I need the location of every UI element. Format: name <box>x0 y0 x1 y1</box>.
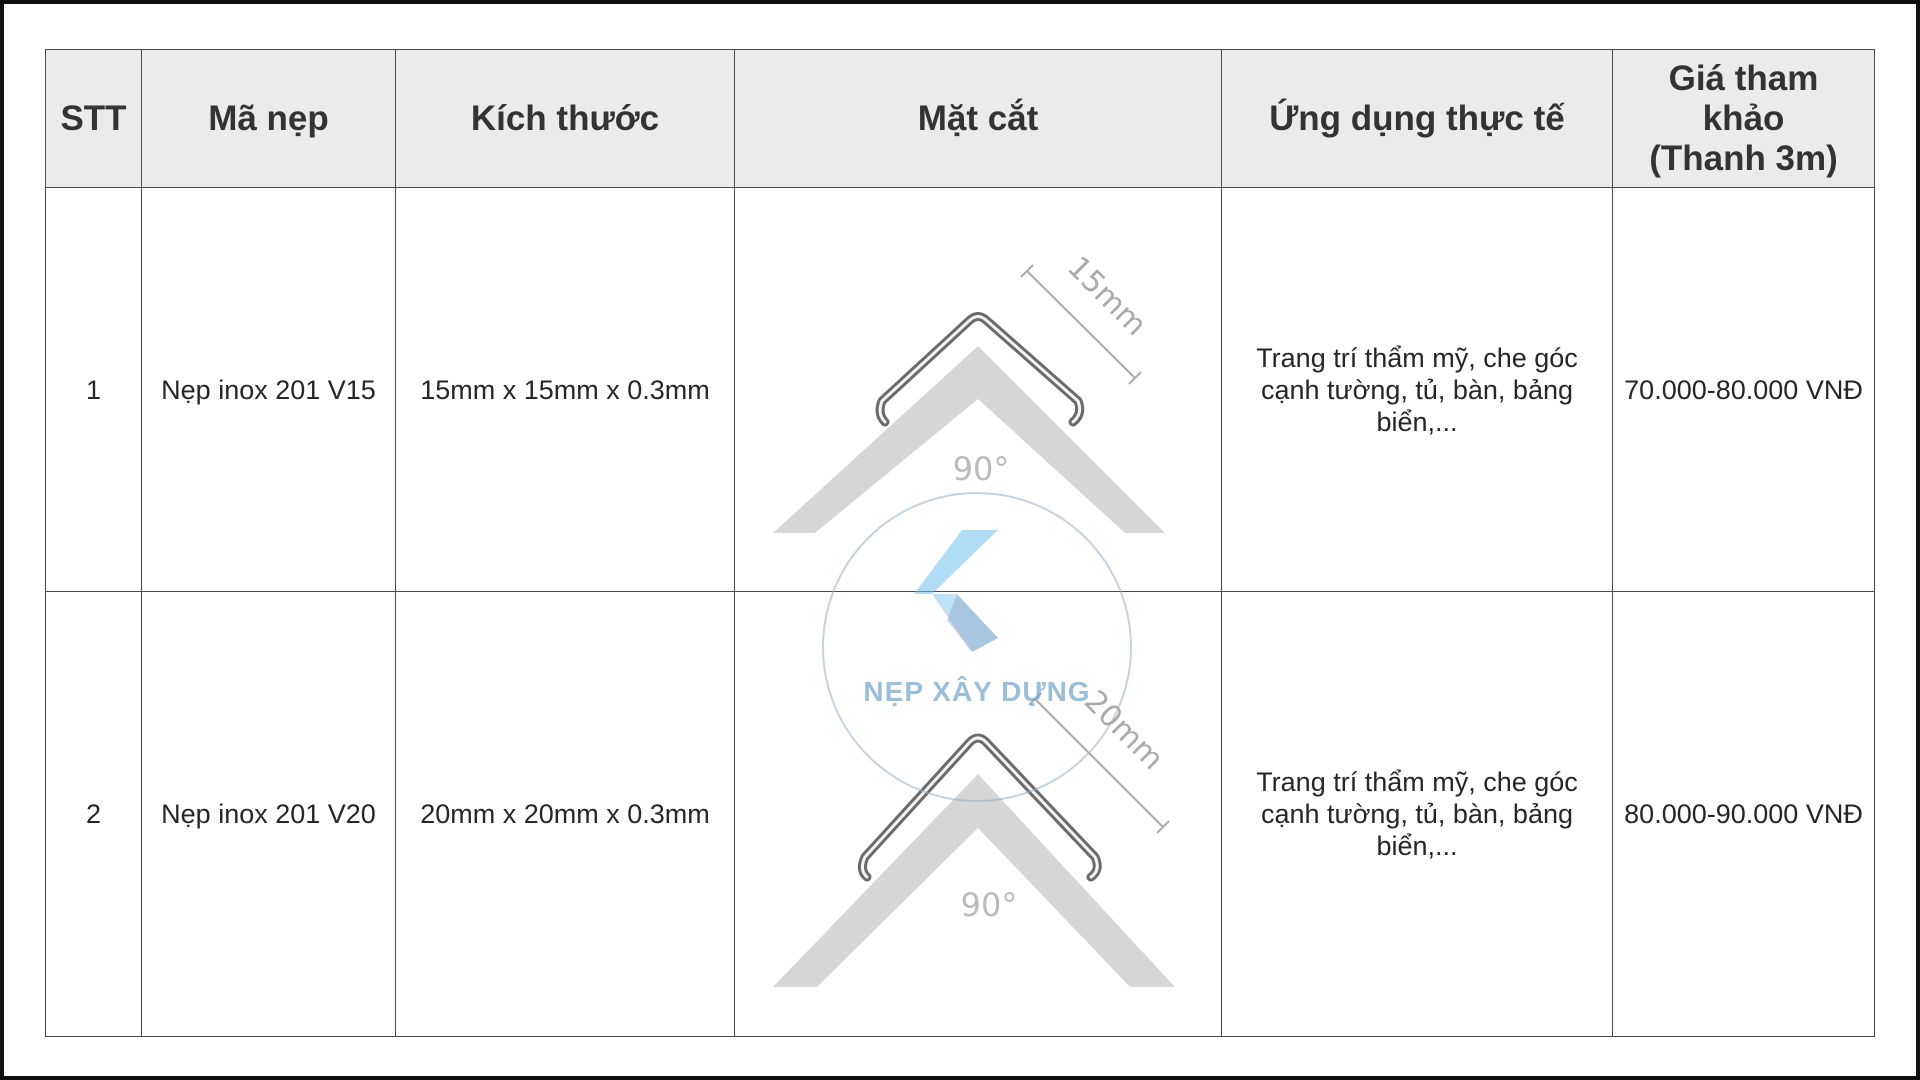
cell-stt: 2 <box>46 592 142 1037</box>
header-price-line1: Giá tham khảo <box>1668 58 1819 138</box>
header-stt: STT <box>46 50 142 188</box>
header-code: Mã nẹp <box>142 50 396 188</box>
cross-section-diagram <box>745 592 1232 1036</box>
cell-code: Nẹp inox 201 V20 <box>142 592 396 1037</box>
cell-size: 15mm x 15mm x 0.3mm <box>396 188 735 592</box>
table-row <box>46 592 1875 1037</box>
cell-usage: Trang trí thẩm mỹ, che góc cạnh tường, tủ, bàn, bảng biển,... <box>1222 188 1613 592</box>
table-row <box>46 188 1875 592</box>
dimension-label: 15mm <box>1060 249 1154 343</box>
cell-usage: Trang trí thẩm mỹ, che góc cạnh tường, tủ, bàn, bảng biển,... <box>1222 592 1613 1037</box>
angle-wedge <box>773 346 1165 533</box>
angle-wedge <box>773 774 1175 987</box>
header-price <box>1613 50 1875 188</box>
header-section: Mặt cắt <box>735 50 1222 188</box>
cell-section <box>735 592 1222 1037</box>
cell-size: 20mm x 20mm x 0.3mm <box>396 592 735 1037</box>
angle-label: 90° <box>960 886 1018 924</box>
cell-code: Nẹp inox 201 V15 <box>142 188 396 592</box>
watermark-text: NẸP XÂY DỰNG <box>863 676 1091 707</box>
cell-price: 80.000-90.000 VNĐ <box>1613 592 1875 1037</box>
header-price-line2: (Thanh 3m) <box>1649 138 1838 178</box>
product-spec-table <box>45 49 1875 1037</box>
cell-stt: 1 <box>46 188 142 592</box>
cell-section <box>735 188 1222 592</box>
dimension-label: 20mm <box>1077 683 1171 777</box>
table-header-row <box>46 50 1875 188</box>
header-size: Kích thước <box>396 50 735 188</box>
cross-section-diagram <box>745 188 1232 591</box>
cell-price: 70.000-80.000 VNĐ <box>1613 188 1875 592</box>
angle-label: 90° <box>952 450 1010 488</box>
header-usage: Ứng dụng thực tế <box>1222 50 1613 188</box>
